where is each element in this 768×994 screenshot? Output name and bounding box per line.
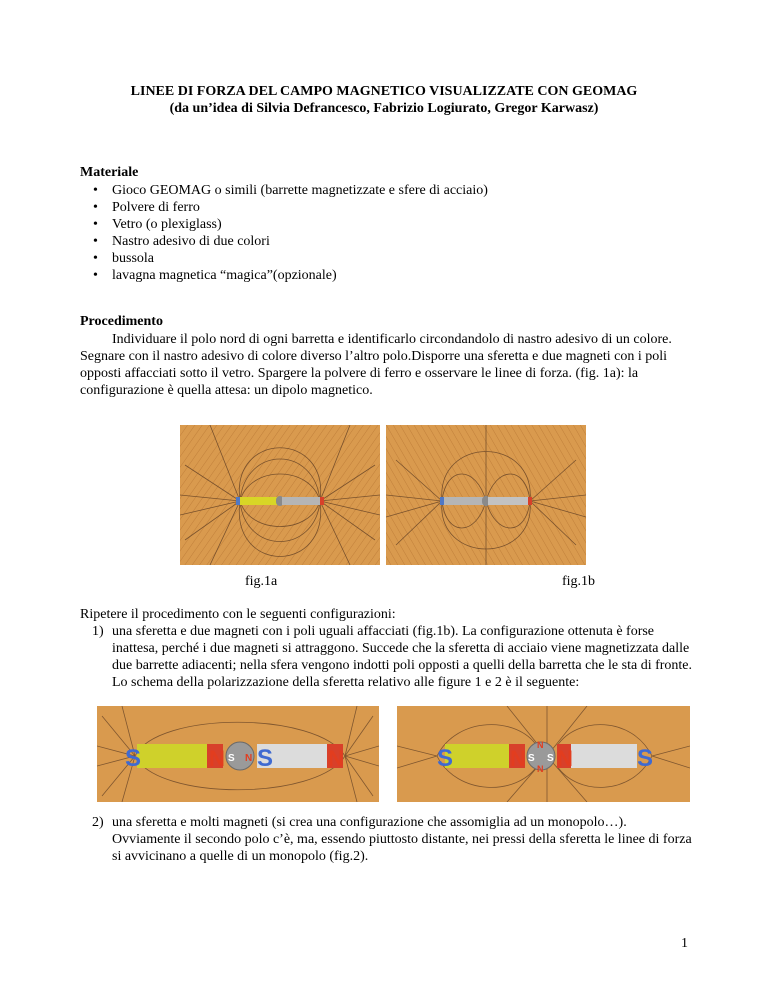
pole-label: N [209, 746, 225, 771]
ball-pole-label: S [228, 753, 235, 764]
materiale-heading: Materiale [80, 165, 139, 180]
figure-1a-caption: fig.1a [245, 574, 278, 589]
list-text: una sferetta e molti magneti (si crea una configurazione che assomiglia ad un monopolo…). Ovviamente il secondo polo c’è, ma, essendo piuttosto distante, nei pressi della sferetta le linee di forza si avvicinano a quelle di un monopolo (fig.2). [112, 815, 692, 864]
configuration-list-2 [80, 814, 692, 865]
ball-pole-label: N [537, 764, 544, 774]
repeat-intro: Ripetere il procedimento con le seguenti configurazioni: [80, 607, 396, 622]
pole-label: S [637, 745, 654, 772]
list-item: • Vetro (o plexiglass) [80, 216, 488, 233]
ball-pole-label: S [528, 753, 535, 764]
list-number: 2) [92, 815, 104, 830]
pole-label: S [257, 745, 274, 772]
list-item [80, 623, 692, 691]
list-item: • bussola [80, 250, 488, 267]
pole-label: S [437, 745, 454, 772]
polarization-schema-left [97, 706, 379, 802]
materiale-list [80, 182, 488, 284]
pole-label: N [510, 746, 526, 771]
figure-1b-caption: fig.1b [562, 574, 596, 589]
pole-label: N [557, 746, 573, 771]
list-number: 1) [92, 624, 104, 639]
page-number: 1 [681, 936, 688, 951]
list-text: una sferetta e due magneti con i poli uguali affacciati (fig.1b). La configurazione ottenuta è forse inattesa, perché i due magneti si attraggono. Succede che la sferetta di acciaio viene magnetizzata dalle due barrette adiacenti; nella sfera vengono indotti poli opposti a quelli della barretta che le sta di fronte. Lo schema della polarizzazione della sferetta relativo alle figure 1 e 2 è il seguente: [112, 624, 693, 690]
configuration-list-1 [80, 623, 692, 691]
document-subtitle: (da un’idea di Silvia Defrancesco, Fabrizio Logiurato, Gregor Karwasz) [169, 101, 599, 116]
list-item: • Polvere di ferro [80, 199, 488, 216]
procedimento-text: Individuare il polo nord di ogni barretta e identificarlo circondandolo di nastro adesivo di un colore. Segnare con il nastro adesivo di colore diverso l’altro polo.Disporre una sferetta e due magneti con i poli opposti affacciati sotto il vetro. Spargere la polvere di ferro e osservare le linee di forza. (fig. 1a): la configurazione è quella attesa: un dipolo magnetico. [80, 332, 672, 398]
list-item: • lavagna magnetica “magica”(opzionale) [80, 267, 488, 284]
pole-label: N [328, 746, 344, 771]
ball-pole-label: S [547, 753, 554, 764]
ball-pole-label: N [537, 740, 544, 750]
figure-1a-photo [180, 425, 380, 565]
list-item: • Gioco GEOMAG o simili (barrette magnetizzate e sfere di acciaio) [80, 182, 488, 199]
document-title: LINEE DI FORZA DEL CAMPO MAGNETICO VISUALIZZATE CON GEOMAG [130, 84, 638, 99]
polarization-schema-right [397, 706, 690, 802]
pole-label: S [125, 745, 142, 772]
figure-1b-photo [386, 425, 586, 565]
procedimento-heading: Procedimento [80, 314, 163, 329]
ball-pole-label: N [245, 753, 253, 764]
list-item: • Nastro adesivo di due colori [80, 233, 488, 250]
list-item [80, 814, 692, 865]
